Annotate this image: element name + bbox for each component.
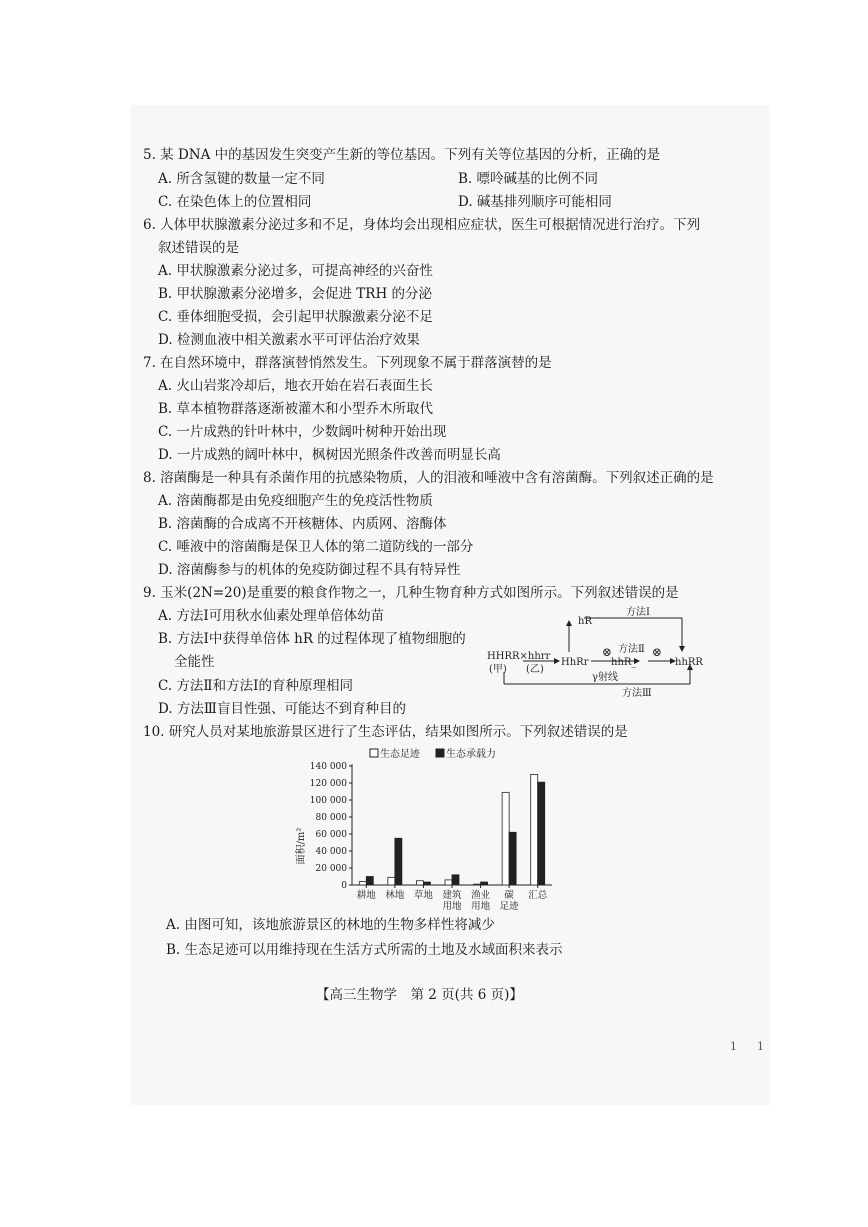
label-hhR: hhR_: [611, 657, 637, 668]
self-cross-symbol-2: ⊗: [652, 645, 663, 659]
label-parents: HHRR×hhrr: [487, 651, 551, 662]
q5-option-b: B. 嘌呤碱基的比例不同: [458, 171, 599, 187]
bar-footprint: [531, 775, 538, 886]
legend-swatch-footprint: [370, 749, 378, 757]
ecological-bar-chart: [290, 744, 580, 916]
q8-stem: 8. 溶菌酶是一种具有杀菌作用的抗感染物质，人的泪液和唾液中含有溶菌酶。下列叙述正确的是: [143, 470, 714, 486]
y-tick-label: 140 000: [309, 762, 347, 772]
q8-option-c: C. 唾液中的溶菌酶是保卫人体的第二道防线的一部分: [158, 539, 474, 555]
bar-footprint: [416, 881, 423, 885]
q9-option-b-line2: 全能性: [174, 654, 215, 670]
q7-option-a: A. 火山岩浆冷却后，地衣开始在岩石表面生长: [158, 378, 433, 394]
label-gamma: γ射线: [592, 672, 618, 683]
arrowhead-cross: [554, 658, 560, 664]
bar-footprint: [359, 882, 366, 885]
y-tick-label: 0: [341, 881, 347, 891]
arrowhead-method1: [679, 646, 685, 652]
q9-option-a: A. 方法Ⅰ可用秋水仙素处理单倍体幼苗: [158, 608, 385, 624]
q7-stem: 7. 在自然环境中，群落演替悄然发生。下列现象不属于群落演替的是: [143, 355, 552, 371]
bar-footprint: [474, 884, 481, 885]
bar-footprint: [502, 792, 509, 885]
page-footer: 【高三生物学 第 2 页(共 6 页)】: [316, 987, 523, 1003]
bar-capacity: [423, 882, 430, 885]
arrowhead-hR: [566, 620, 572, 626]
bar-capacity: [395, 838, 402, 885]
q8-option-b: B. 溶菌酶的合成离不开核糖体、内质网、溶酶体: [158, 516, 447, 532]
q10-option-a: A. 由图可知，该地旅游景区的林地的生物多样性将减少: [166, 917, 495, 933]
x-tick-label: 建筑: [442, 890, 462, 901]
margin-mark-1: 1: [730, 1040, 737, 1053]
q6-option-a: A. 甲状腺激素分泌过多，可提高神经的兴奋性: [158, 263, 433, 279]
y-tick-label: 60 000: [315, 830, 347, 840]
bar-capacity: [452, 875, 459, 885]
label-target: hhRR: [675, 657, 703, 668]
bar-capacity: [509, 832, 516, 885]
q6-stem-line1: 6. 人体甲状腺激素分泌过多和不足，身体均会出现相应症状，医生可根据情况进行治疗。下列: [143, 217, 701, 233]
x-tick-label: 林地: [385, 890, 405, 901]
y-tick-label: 20 000: [315, 864, 347, 874]
label-method3: 方法Ⅲ: [622, 688, 652, 699]
y-tick-label: 80 000: [315, 813, 347, 823]
q6-option-d: D. 检测血液中相关激素水平可评估治疗效果: [158, 332, 420, 348]
bar-footprint: [445, 880, 452, 885]
q7-option-c: C. 一片成熟的针叶林中，少数阔叶树种开始出现: [158, 424, 447, 440]
x-tick-label: 汇总: [528, 890, 548, 901]
y-tick-label: 120 000: [309, 779, 347, 789]
bar-footprint: [388, 877, 395, 885]
q5-option-a: A. 所含氢键的数量一定不同: [158, 171, 325, 187]
legend-label-footprint: 生态足迹: [380, 749, 420, 760]
x-tick-label: 草地: [413, 890, 433, 901]
x-tick-label: 足迹: [499, 901, 519, 912]
self-cross-symbol-1: ⊗: [602, 645, 613, 659]
legend-swatch-capacity: [436, 749, 444, 757]
q7-option-b: B. 草本植物群落逐渐被灌木和小型乔木所取代: [158, 401, 434, 417]
q10-stem: 10. 研究人员对某地旅游景区进行了生态评估，结果如图所示。下列叙述错误的是: [143, 724, 628, 740]
q9-option-d: D. 方法Ⅲ盲目性强、可能达不到育种目的: [158, 701, 406, 717]
q5-option-c: C. 在染色体上的位置相同: [158, 194, 312, 210]
bar-capacity: [538, 782, 545, 885]
q5-option-d: D. 碱基排列顺序可能相同: [458, 194, 612, 210]
q6-option-b: B. 甲状腺激素分泌增多，会促进 TRH 的分泌: [158, 286, 433, 302]
label-yi: (乙): [526, 664, 544, 675]
q6-option-c: C. 垂体细胞受损，会引起甲状腺激素分泌不足: [158, 309, 433, 325]
x-tick-label: 渔业: [471, 890, 491, 901]
q9-stem: 9. 玉米(2N=20)是重要的粮食作物之一，几种生物育种方式如图所示。下列叙述错误的是: [143, 585, 679, 601]
y-axis-label: 面积/m²: [296, 827, 307, 865]
label-jia: (甲): [489, 664, 507, 675]
x-tick-label: 碳: [504, 890, 514, 901]
label-hR: hR: [578, 616, 592, 627]
q9-option-c: C. 方法Ⅱ和方法Ⅰ的育种原理相同: [158, 678, 353, 694]
q7-option-d: D. 一片成熟的阔叶林中，枫树因光照条件改善而明显长高: [158, 447, 501, 463]
x-tick-label: 用地: [471, 901, 491, 912]
bar-capacity: [366, 877, 373, 886]
q10-option-b: B. 生态足迹可以用维持现在生活方式所需的土地及水域面积来表示: [166, 942, 563, 958]
breeding-diagram: [484, 604, 714, 700]
legend-label-capacity: 生态承载力: [446, 749, 496, 760]
x-tick-label: 用地: [442, 901, 462, 912]
bar-capacity: [481, 882, 488, 885]
q9-option-b-line1: B. 方法Ⅰ中获得单倍体 hR 的过程体现了植物细胞的: [158, 631, 466, 647]
margin-mark-2: 1: [757, 1040, 764, 1053]
label-method1: 方法Ⅰ: [626, 607, 650, 618]
q6-stem-line2: 叙述错误的是: [158, 240, 239, 256]
q5-stem: 5. 某 DNA 中的基因发生突变产生新的等位基因。下列有关等位基因的分析，正确的是: [143, 147, 661, 163]
label-f1: HhRr: [561, 657, 589, 668]
q8-option-a: A. 溶菌酶都是由免疫细胞产生的免疫活性物质: [158, 493, 433, 509]
q8-option-d: D. 溶菌酶参与的机体的免疫防御过程不具有特异性: [158, 562, 461, 578]
y-tick-label: 40 000: [315, 847, 347, 857]
x-tick-label: 耕地: [356, 890, 376, 901]
label-method2: 方法Ⅱ: [618, 644, 645, 655]
y-tick-label: 100 000: [309, 796, 347, 806]
